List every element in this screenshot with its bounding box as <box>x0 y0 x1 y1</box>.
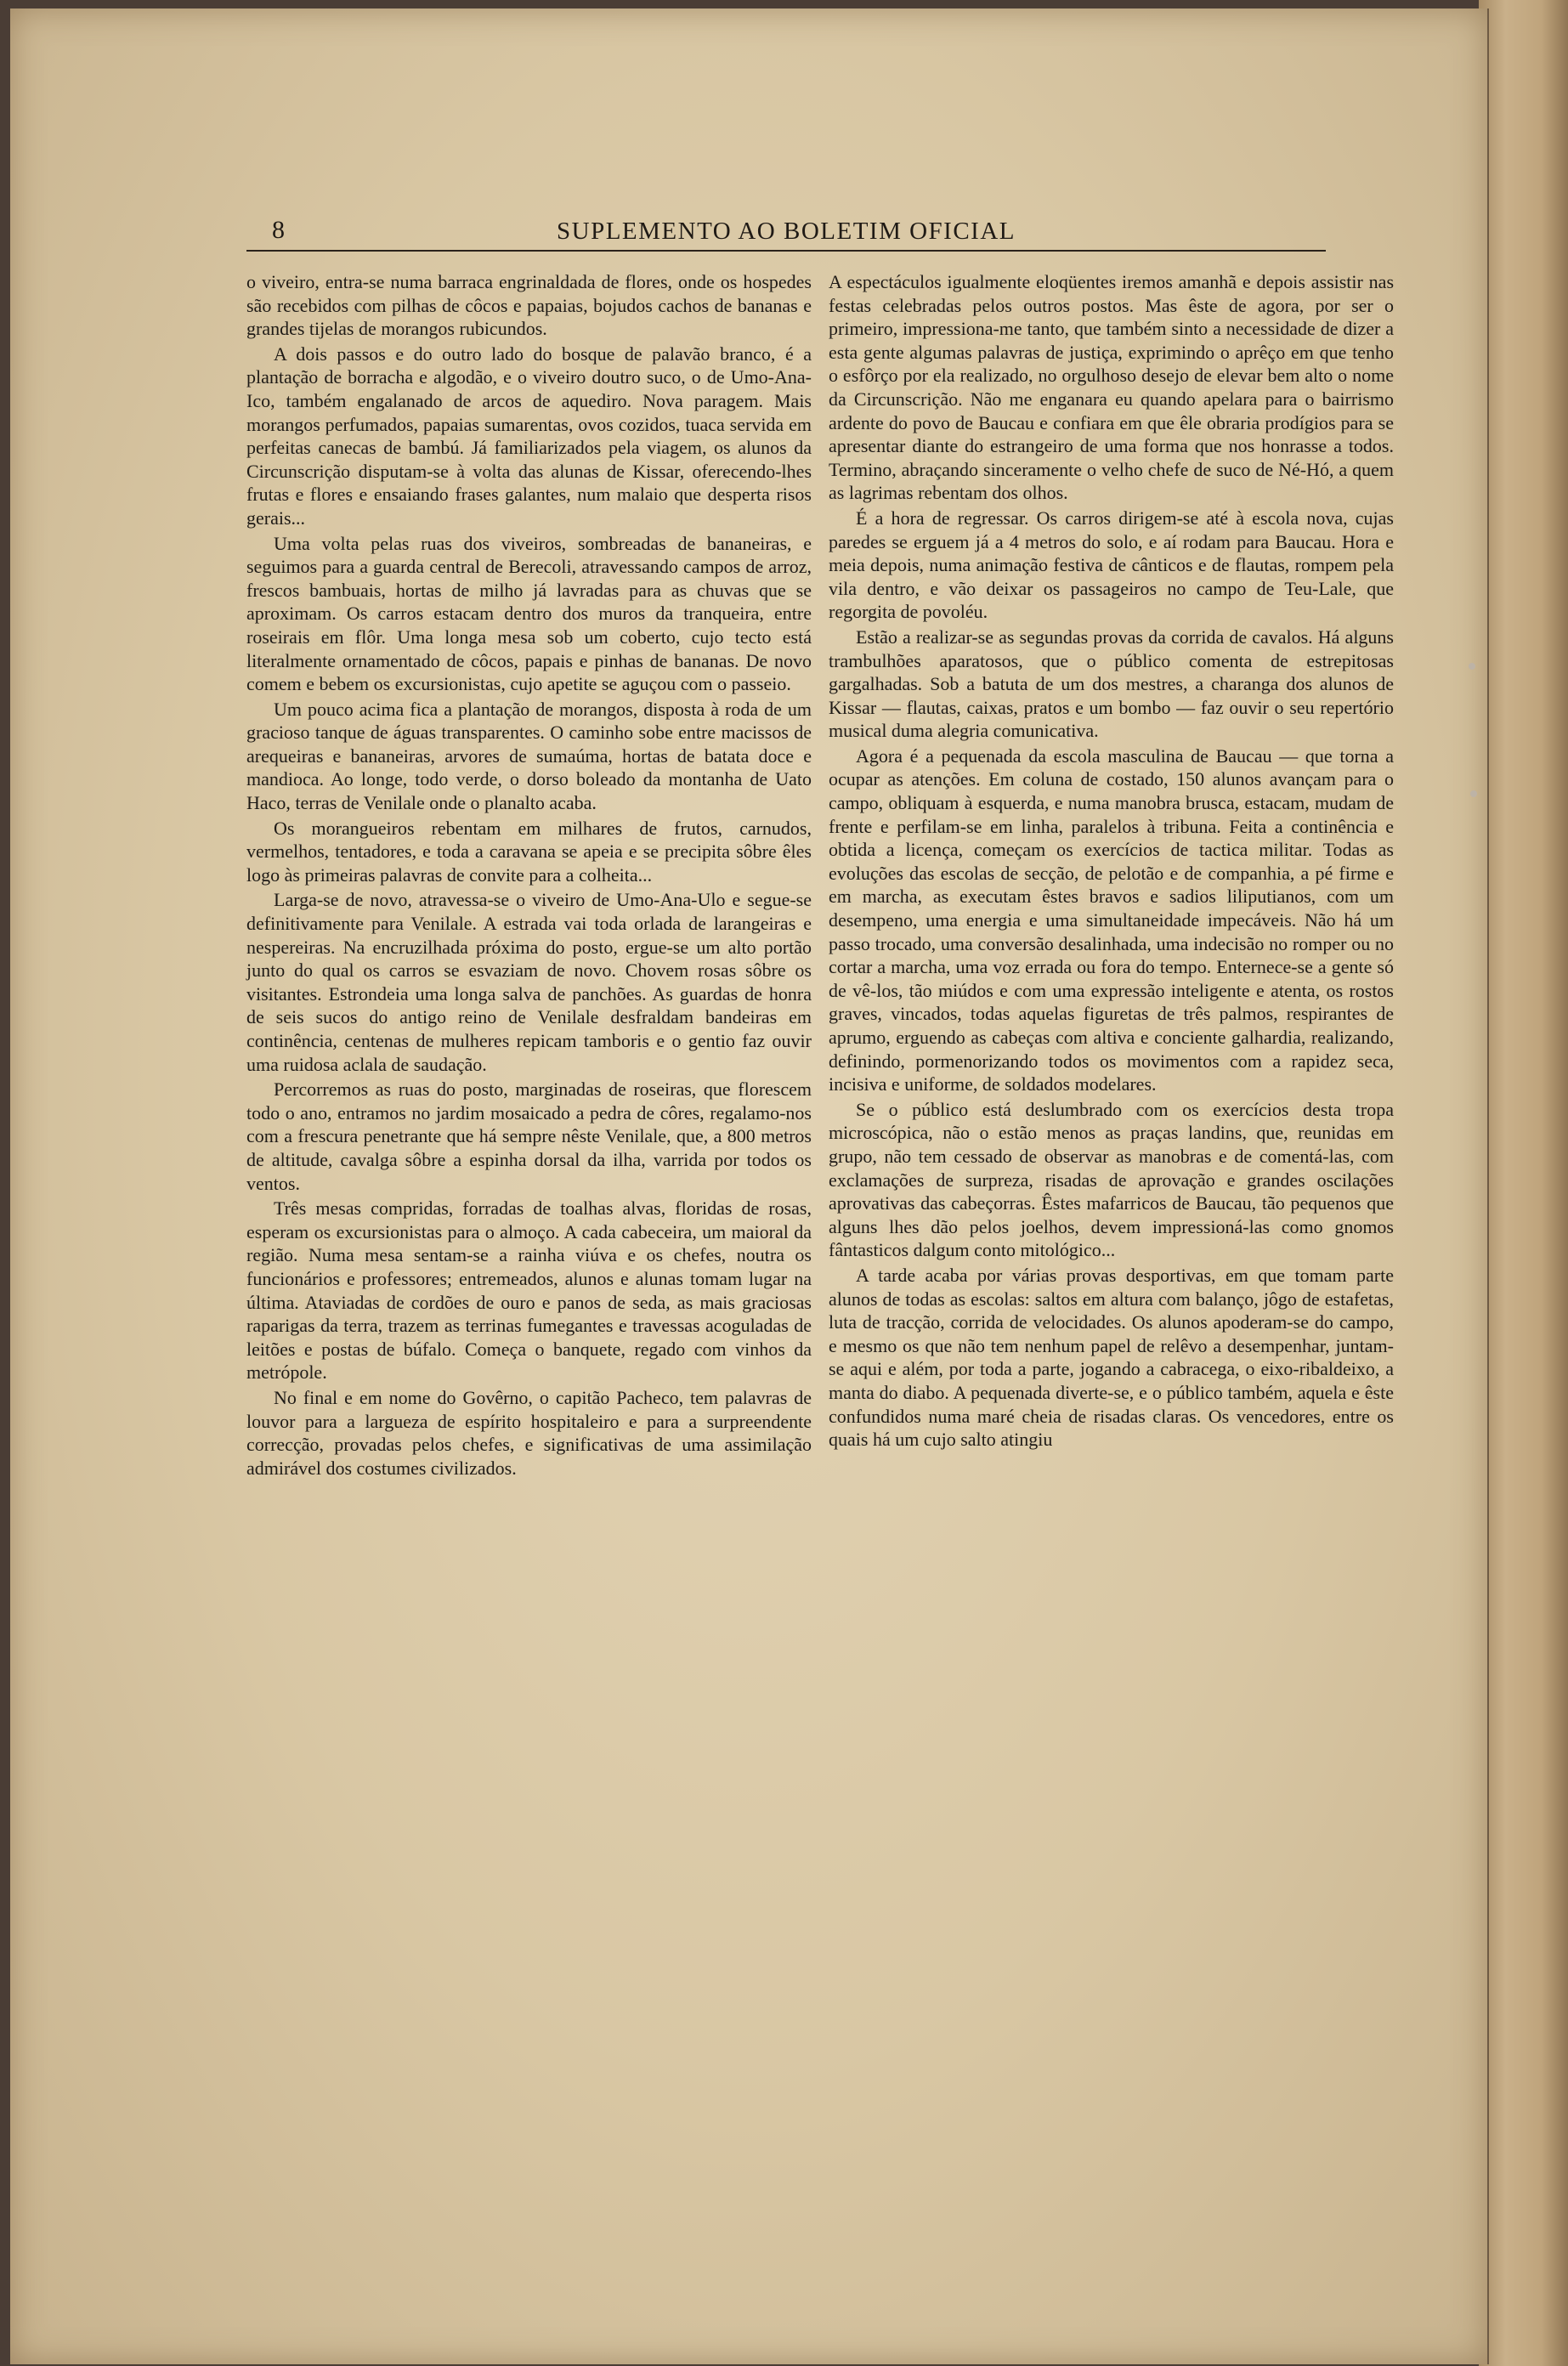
paragraph: Três mesas compridas, forradas de toalhas alvas, floridas de rosas, esperam os excursionistas para o almoço. A cada cabeceira, um maioral da região. Numa mesa sentam-se a rainha viúva e os chefes, noutra os funcionários e professores; entremeados, alunos e alunas tomam lugar na última. Ataviadas de cordões de ouro e panos de seda, as mais graciosas raparigas da terra, trazem as terrinas fumegantes e travessas acoguladas de leitões e postas de búfalo. Começa o banquete, regado com vinhos da metrópole. <box>246 1197 812 1384</box>
paragraph: A espectáculos igualmente eloqüentes iremos amanhã e depois assistir nas festas celebradas pelos outros postos. Mas êste de agora, por ser o primeiro, impressiona-me tanto, que também sinto a necessidade de dizer a esta gente algumas palavras de justiça, exprimindo o aprêço em que tenho o esfôrço por ela realizado, no orgulhoso desejo de elevar bem alto o nome da Circunscrição. Não me enganara eu quando apelara para o bairrismo ardente do povo de Baucau e confiara em que êle obraria prodígios para se apresentar diante do estrangeiro de uma forma que nos honrasse a todos. Termino, abraçando sinceramente o velho chefe de suco de Né-Hó, a quem as lagrimas rebentam dos olhos. <box>829 271 1394 504</box>
paragraph: Um pouco acima fica a plantação de morangos, disposta à roda de um gracioso tanque de águas transparentes. O caminho sobe entre macissos de arequeiras e bananeiras, arvores de sumaúma, hortas de batata doce e mandioca. Ao longe, todo verde, o dorso boleado da montanha de Uato Haco, terras de Venilale onde o planalto acaba. <box>246 698 812 814</box>
paragraph: É a hora de regressar. Os carros dirigem-se até à escola nova, cujas paredes se erguem já a 4 metros do solo, e aí rodam para Baucau. Hora e meia depois, numa animação festiva de cânticos e de flautas, rompem pela vila dentro, e vão deixar os passageiros no campo de Teu-Lale, que regorgita de povoléu. <box>829 507 1394 623</box>
margin-speck <box>1470 790 1477 797</box>
paragraph: Se o público está deslumbrado com os exercícios desta tropa microscópica, não o estão menos as praças landins, que, reunidas em grupo, não tem cessado de observar as manobras e de comentá-las, com exclamações de surpreza, risadas de aprovação e grandes oscilações aprovativas das cabeçorras. Êstes mafarricos de Baucau, tão pequenos que alguns lhes dão pelos joelhos, devem impressioná-las como gnomos fântasticos dalgum conto mitológico... <box>829 1098 1394 1261</box>
paragraph: A dois passos e do outro lado do bosque de palavão branco, é a plantação de borracha e algodão, e o viveiro doutro suco, o de Umo-Ana-Ico, também engalanado de arcos de aquediro. Nova paragem. Mais morangos perfumados, papaias sumarentas, ovos cozidos, tuaca servida em perfeitas canecas de bambú. Já familiarizados pela viagem, os alunos da Circunscrição disputam-se à volta das alunas de Kissar, oferecendo-lhes frutas e flores e ensaiando frases galantes, num malaio que desperta risos gerais... <box>246 342 812 529</box>
page-number: 8 <box>272 216 285 244</box>
paragraph: Percorremos as ruas do posto, marginadas de roseiras, que florescem todo o ano, entramos no jardim mosaicado a pedra de côres, regalamo-nos com a frescura penetrante que há sempre nêste Venilale, que, a 800 metros de altitude, cavalga sôbre a espinha dorsal da ilha, varrida por todos os ventos. <box>246 1078 812 1194</box>
margin-speck <box>1469 663 1475 670</box>
paragraph: Larga-se de novo, atravessa-se o viveiro de Umo-Ana-Ulo e segue-se definitivamente para Venilale. A estrada vai toda orlada de larangeiras e nespereiras. Na encruzilhada próxima do posto, ergue-se um alto portão junto do qual os carros se esvaziam de novo. Chovem rosas sôbre os visitantes. Estrondeia uma longa salva de panchões. As guardas de honra de seis sucos do antigo reino de Venilale desfraldam bandeiras em continência, centenas de mulheres repicam tamboris e o gentio faz ouvir uma ruidosa aclala de saudação. <box>246 889 812 1075</box>
page-header <box>246 214 1326 248</box>
paragraph: Os morangueiros rebentam em milhares de frutos, carnudos, vermelhos, tentadores, e toda a caravana se apeia e se precipita sôbre êles logo às primeiras palavras de convite para a colheita... <box>246 817 812 886</box>
paragraph: Agora é a pequenada da escola masculina de Baucau — que torna a ocupar as atenções. Em coluna de costado, 150 alunos avançam para o campo, obliquam à esquerda, e numa manobra brusca, estacam, mudam de frente e perfilam-se em linha, paralelos à tribuna. Feita a continência e obtida a licença, começam os exercícios de tactica militar. Todas as evoluções das escolas de secção, de pelotão e de companhia, a pé firme e em marcha, as executam êstes bravos e sadios liliputianos, com um desempeno, uma energia e uma simultaneidade impecáveis. Não há um passo trocado, uma conversão desalinhada, uma indecisão no romper ou no cortar a marcha, uma voz errada ou fora do tempo. Enternece-se a gente só de vê-los, tão miúdos e com uma expressão inteligente e atenta, os rostos graves, vincados, todas aquelas figuretas de três palmos, respirantes de aprumo, erguendo as cabeças com altiva e conciente galhardia, realizando, definindo, pormenorizando todos os movimentos com a rapidez seca, incisiva e uniforme, de soldados modelares. <box>829 744 1394 1095</box>
paragraph: o viveiro, entra-se numa barraca engrinaldada de flores, onde os hospedes são recebidos com pilhas de côcos e papaias, bojudos cachos de bananas e grandes tijelas de morangos rubicundos. <box>246 271 812 340</box>
left-column <box>246 270 812 1480</box>
header-rule <box>246 250 1326 252</box>
right-column <box>829 270 1394 1452</box>
paragraph: Uma volta pelas ruas dos viveiros, sombreadas de bananeiras, e seguimos para a guarda central de Berecoli, atravessando campos de arroz, frescos bambuais, hortas de milho já lavradas para as chuvas que se aproximam. Os carros estacam dentro dos muros da tranqueira, entre roseirais em flôr. Uma longa mesa sob um coberto, cujo tecto está literalmente ornamentado de côcos, papais e pinhas de bananas. De novo comem e bebem os excursionistas, cujo apetite se aguçou com o passeio. <box>246 532 812 695</box>
running-title: SUPLEMENTO AO BOLETIM OFICIAL <box>557 218 1016 245</box>
adjacent-sheet-edge <box>1479 0 1568 2366</box>
paragraph: No final e em nome do Govêrno, o capitão Pacheco, tem palavras de louvor para a largueza de espírito hospitaleiro e para a surpreendente correcção, provadas pelos chefes, e significativas de uma assimilação admirável dos costumes civilizados. <box>246 1386 812 1479</box>
paragraph: Estão a realizar-se as segundas provas da corrida de cavalos. Há alguns trambulhões aparatosos, que o público comenta de estrepitosas gargalhadas. Sob a batuta de um dos mestres, a charanga dos alunos de Kissar — flautas, caixas, pratos e um bombo — faz ouvir o seu repertório musical duma alegria comunicativa. <box>829 625 1394 742</box>
paragraph: A tarde acaba por várias provas desportivas, em que tomam parte alunos de todas as escolas: saltos em altura com balanço, jôgo de estafetas, luta de tracção, corrida de velocidades. Os alunos apoderam-se do campo, e mesmo os que não tem nenhum papel de relêvo a desempenhar, juntam-se aqui e além, por toda a parte, jogando a cabracega, o eixo-ribaldeixo, a manta do diabo. A pequenada diverte-se, e o público também, aquela e êste confundidos numa maré cheia de risadas claras. Os vencedores, entre os quais há um cujo salto atingiu <box>829 1264 1394 1451</box>
page-fold-edge <box>1487 8 1489 2364</box>
